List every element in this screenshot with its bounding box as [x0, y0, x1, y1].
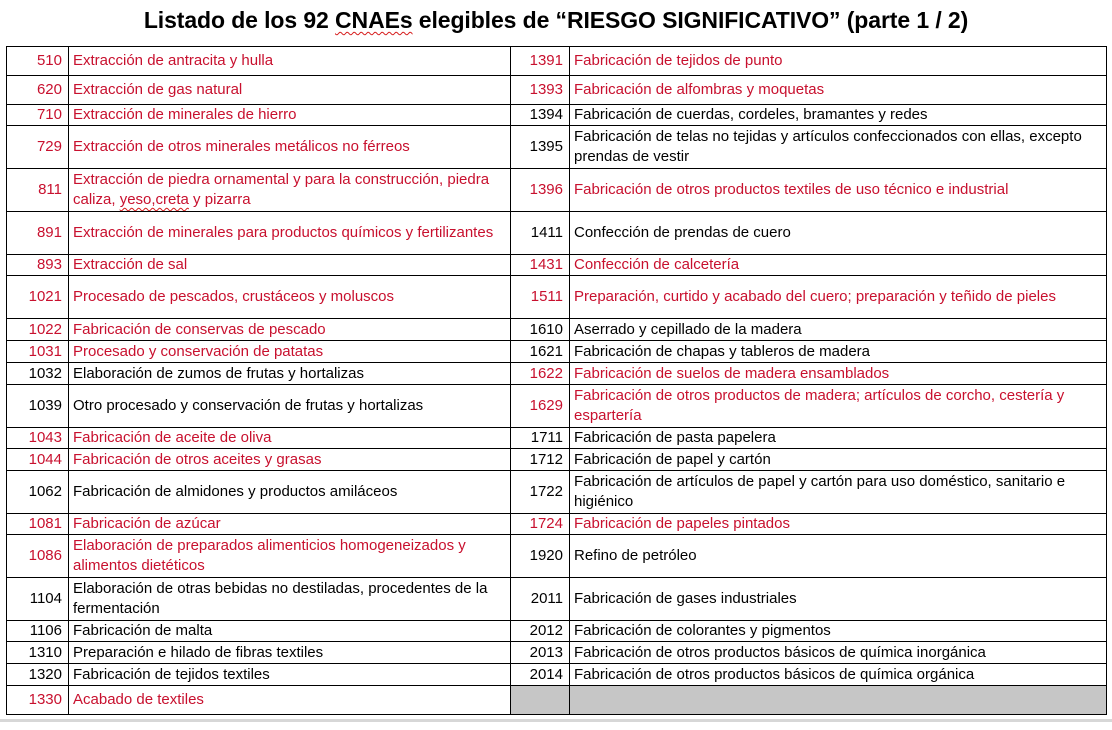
cnae-code: 1021	[7, 276, 69, 319]
cnae-description: Fabricación de aceite de oliva	[69, 428, 511, 449]
table-row	[7, 449, 1107, 471]
cnae-code: 1043	[7, 428, 69, 449]
table-row	[7, 319, 1107, 341]
cnae-code: 1104	[7, 578, 69, 621]
cnae-description: Preparación, curtido y acabado del cuero; preparación y teñido de pieles	[570, 276, 1107, 319]
cnae-description: Fabricación de almidones y productos amiláceos	[69, 471, 511, 514]
cnae-description: Fabricación de otros aceites y grasas	[69, 449, 511, 471]
cnae-code: 2012	[511, 621, 570, 642]
cnae-code: 1722	[511, 471, 570, 514]
cnae-code: 2013	[511, 642, 570, 664]
table-row	[7, 664, 1107, 686]
table-row	[7, 76, 1107, 105]
cnae-code: 1724	[511, 514, 570, 535]
cnae-description: Fabricación de gases industriales	[570, 578, 1107, 621]
cnae-description: Fabricación de artículos de papel y cartón para uso doméstico, sanitario e higiénico	[570, 471, 1107, 514]
cnae-code: 1431	[511, 255, 570, 276]
cnae-code: 1622	[511, 363, 570, 385]
cnae-code: 1391	[511, 47, 570, 76]
table-row	[7, 212, 1107, 255]
cnae-code: 1393	[511, 76, 570, 105]
cnae-description: Extracción de minerales de hierro	[69, 105, 511, 126]
table-row	[7, 428, 1107, 449]
cnae-code: 1106	[7, 621, 69, 642]
cnae-description: Acabado de textiles	[69, 686, 511, 715]
cnae-description: Fabricación de conservas de pescado	[69, 319, 511, 341]
cnae-description: Elaboración de otras bebidas no destiladas, procedentes de la fermentación	[69, 578, 511, 621]
cnae-description: Fabricación de otros productos de madera; artículos de corcho, cestería y espartería	[570, 385, 1107, 428]
cnae-description: Fabricación de otros productos básicos de química inorgánica	[570, 642, 1107, 664]
cnae-description: Fabricación de papel y cartón	[570, 449, 1107, 471]
cnae-code: 893	[7, 255, 69, 276]
cnae-description: Extracción de sal	[69, 255, 511, 276]
cnae-description: Refino de petróleo	[570, 535, 1107, 578]
cnae-table-body	[7, 47, 1107, 715]
cnae-description: Fabricación de tejidos de punto	[570, 47, 1107, 76]
table-row	[7, 276, 1107, 319]
table-row	[7, 514, 1107, 535]
cnae-description: Fabricación de malta	[69, 621, 511, 642]
table-row	[7, 385, 1107, 428]
cnae-code: 1039	[7, 385, 69, 428]
cnae-code: 729	[7, 126, 69, 169]
cnae-code: 1031	[7, 341, 69, 363]
cnae-code: 1086	[7, 535, 69, 578]
cnae-description: Fabricación de papeles pintados	[570, 514, 1107, 535]
table-row	[7, 621, 1107, 642]
table-row	[7, 471, 1107, 514]
cnae-code: 1920	[511, 535, 570, 578]
cnae-code: 510	[7, 47, 69, 76]
title-pre: Listado de los 92	[143, 7, 336, 33]
cnae-code: 620	[7, 76, 69, 105]
cnae-code: 1511	[511, 276, 570, 319]
cnae-description: Confección de calcetería	[570, 255, 1107, 276]
cnae-description: Fabricación de tejidos textiles	[69, 664, 511, 686]
cnae-description: Fabricación de otros productos básicos de química orgánica	[570, 664, 1107, 686]
table-row	[7, 126, 1107, 169]
cnae-code: 1044	[7, 449, 69, 471]
cnae-description: Fabricación de colorantes y pigmentos	[570, 621, 1107, 642]
cnae-code: 1621	[511, 341, 570, 363]
table-row	[7, 578, 1107, 621]
cnae-description: Elaboración de zumos de frutas y hortalizas	[69, 363, 511, 385]
cnae-code: 1081	[7, 514, 69, 535]
table-row	[7, 255, 1107, 276]
table-row	[7, 535, 1107, 578]
cnae-description: Fabricación de azúcar	[69, 514, 511, 535]
cnae-description: Extracción de piedra ornamental y para la construcción, piedra caliza, yeso,creta y pizarra	[69, 169, 511, 212]
cnae-code: 1062	[7, 471, 69, 514]
cnae-description: Extracción de gas natural	[69, 76, 511, 105]
cnae-code: 1330	[7, 686, 69, 715]
cnae-description: Confección de prendas de cuero	[570, 212, 1107, 255]
cnae-description: Otro procesado y conservación de frutas y hortalizas	[69, 385, 511, 428]
cnae-table	[6, 46, 1107, 715]
cnae-code: 1320	[7, 664, 69, 686]
cnae-code: 2011	[511, 578, 570, 621]
cnae-code: 891	[7, 212, 69, 255]
cnae-code: 1712	[511, 449, 570, 471]
cnae-description: Fabricación de alfombras y moquetas	[570, 76, 1107, 105]
table-row	[7, 105, 1107, 126]
cnae-description: Fabricación de cuerdas, cordeles, bramantes y redes	[570, 105, 1107, 126]
empty-cell	[570, 686, 1107, 715]
cnae-description: Fabricación de pasta papelera	[570, 428, 1107, 449]
table-row	[7, 169, 1107, 212]
cnae-code: 1394	[511, 105, 570, 126]
cnae-description: Procesado de pescados, crustáceos y moluscos	[69, 276, 511, 319]
cnae-description: Fabricación de suelos de madera ensamblados	[570, 363, 1107, 385]
table-row	[7, 642, 1107, 664]
cnae-code: 1395	[511, 126, 570, 169]
title-cnaes: CNAEs	[335, 7, 413, 33]
cnae-code: 2014	[511, 664, 570, 686]
cnae-code: 1610	[511, 319, 570, 341]
cnae-code: 1411	[511, 212, 570, 255]
cnae-description: Fabricación de otros productos textiles de uso técnico e industrial	[570, 169, 1107, 212]
cnae-code: 1022	[7, 319, 69, 341]
page-title	[0, 5, 1112, 35]
cnae-description: Procesado y conservación de patatas	[69, 341, 511, 363]
table-row	[7, 686, 1107, 715]
cnae-description: Aserrado y cepillado de la madera	[570, 319, 1107, 341]
cnae-code: 1032	[7, 363, 69, 385]
cnae-code: 1310	[7, 642, 69, 664]
cnae-code: 811	[7, 169, 69, 212]
cnae-description: Extracción de otros minerales metálicos no férreos	[69, 126, 511, 169]
cnae-description: Extracción de minerales para productos químicos y fertilizantes	[69, 212, 511, 255]
cnae-code: 1711	[511, 428, 570, 449]
cnae-code: 1629	[511, 385, 570, 428]
cnae-description: Fabricación de chapas y tableros de madera	[570, 341, 1107, 363]
cnae-code: 710	[7, 105, 69, 126]
spellcheck-mark: yeso,creta	[119, 191, 189, 208]
page-bottom-divider	[0, 719, 1112, 722]
cnae-description: Extracción de antracita y hulla	[69, 47, 511, 76]
cnae-description: Preparación e hilado de fibras textiles	[69, 642, 511, 664]
empty-cell	[511, 686, 570, 715]
table-row	[7, 363, 1107, 385]
cnae-description: Fabricación de telas no tejidas y artículos confeccionados con ellas, excepto prendas de vestir	[570, 126, 1107, 169]
cnae-code: 1396	[511, 169, 570, 212]
title-post: elegibles de “RIESGO SIGNIFICATIVO” (parte 1 / 2)	[412, 7, 969, 33]
table-row	[7, 47, 1107, 76]
cnae-description: Elaboración de preparados alimenticios homogeneizados y alimentos dietéticos	[69, 535, 511, 578]
table-row	[7, 341, 1107, 363]
